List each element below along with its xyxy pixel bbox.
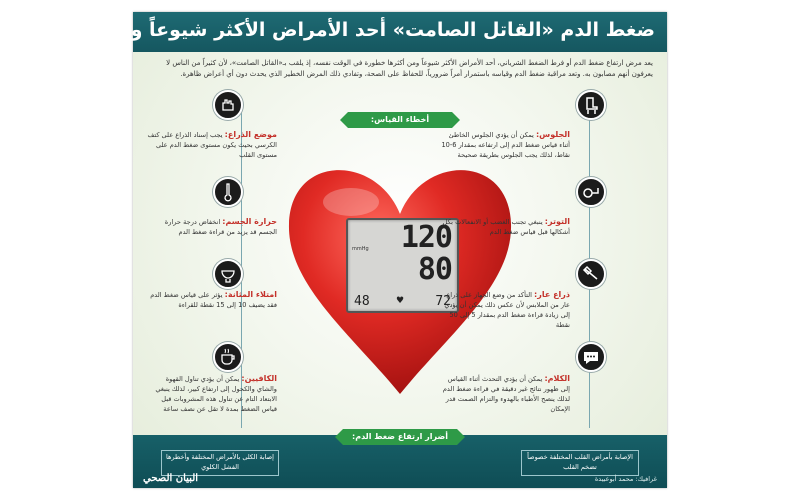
arm-cuff-icon <box>576 259 606 289</box>
tip-bare-arm-title: ذراع عار: <box>534 290 570 299</box>
small-reading-right: 72 <box>435 294 451 309</box>
unit-label: mmHg <box>352 246 369 252</box>
tip-stress <box>438 217 570 237</box>
tip-body-temperature <box>145 217 277 237</box>
systolic-reading: 120 <box>400 220 452 255</box>
tip-talking-title: الكلام: <box>544 374 570 383</box>
thermometer-icon <box>213 177 243 207</box>
tip-talking <box>438 374 570 414</box>
tip-full-bladder <box>145 290 277 310</box>
damage-section-ribbon: أضرار ارتفاع ضغط الدم: <box>343 429 457 445</box>
tip-arm-position-title: موضع الذراع: <box>224 130 277 139</box>
bladder-icon <box>213 259 243 289</box>
coffee-cup-icon <box>213 342 243 372</box>
tip-stress-text: ينبغي تجنب الغضب أو الانفعالات بكل أشكالها قبل قياس ضغط الدم <box>442 218 570 236</box>
intro-paragraph: يعد مرض ارتفاع ضغط الدم أو فرط الضغط الشرياني، أحد الأمراض الأكثر شيوعاً ومن أكثرها خطورة في الوقت نفسه، إذ يلقب بـ«القاتل الصامت»، لأن كثيراً من الناس لا يعرفون أنهم مصابون به. وتعد مراقبة ضغط الدم وقياسه باستمرار أمراً ضرورياً، للحفاظ على الصحة، وتفادي ذلك المرض الخطير الذي يحدث دون أي أعراض ظاهرة. <box>166 59 653 78</box>
tip-caffeine <box>145 374 277 414</box>
chair-icon <box>576 90 606 120</box>
damage-kidney: إصابة الكلى بالأمراض المختلفة وأخطرها الفشل الكلوي <box>161 450 279 476</box>
diastolic-reading: 80 <box>417 252 452 287</box>
tip-arm-position-text: يجب إسناد الذراع على كتف الكرسي بحيث يكون مستوى ضغط الدم على مستوى القلب <box>147 131 277 159</box>
tip-full-bladder-text: يؤثر على قياس ضغط الدم فقد يضيف 10 إلى 15 نقطة للقراءة <box>150 291 277 309</box>
damage-heart: الإصابة بأمراض القلب المختلفة خصوصاً تضخم القلب <box>521 450 639 476</box>
page-title: ضغط الدم «القاتل الصامت» أحد الأمراض الأكثر شيوعاً وخطورة <box>64 19 655 41</box>
hand-icon <box>213 90 243 120</box>
heart-symbol-icon: ♥ <box>396 296 405 306</box>
tip-sitting-title: الجلوس: <box>535 130 570 139</box>
tip-arm-position <box>145 130 277 160</box>
tip-bare-arm-text: التأكد من وضع الجهاز على ذراع عار من الملابس لأن عكس ذلك يمكن أن يؤدي إلى زيادة قراءة ضغط الدم بمقدار 5 إلى 50 نقطة <box>444 291 570 329</box>
header-bar <box>64 12 667 52</box>
tip-sitting-text: يمكن أن يؤدي الجلوس الخاطئ أثناء قياس ضغط الدم إلى ارتفاعه بمقدار 6-10 نقاط، لذلك يجب الجلوس بطريقة صحيحة <box>441 131 570 159</box>
graphic-credit: غرافيك: محمد أبوعبيدة <box>594 475 657 483</box>
tip-full-bladder-title: امتلاء المثانة: <box>224 290 277 299</box>
tip-bare-arm <box>438 290 570 330</box>
tip-sitting <box>438 130 570 160</box>
blood-pressure-cuff-icon <box>576 177 606 207</box>
small-reading-left: 48 <box>354 294 370 309</box>
speech-bubble-icon <box>576 342 606 372</box>
tip-caffeine-text: يمكن أن يؤدي تناول القهوة والشاي والكحول إلى ارتفاع كبير، لذلك ينبغي الابتعاد التام عن تناول هذه المشروبات قبل قياس الضغط بمدة لا تقل عن نصف ساعة <box>155 375 277 413</box>
tip-caffeine-title: الكافيين: <box>241 374 277 383</box>
tip-talking-text: يمكن أن يؤدي التحدث أثناء القياس إلى ظهور نتائج غير دقيقة في قراءة ضغط الدم لذلك ينصح الأطباء بالهدوء والتزام الصمت قدر الإمكان <box>442 375 570 413</box>
tip-body-temperature-text: انخفاض درجة حرارة الجسم قد يزيد من قراءة ضغط الدم <box>164 218 277 236</box>
publisher-logo: البيان الصحي <box>143 473 199 484</box>
tip-body-temperature-title: حرارة الجسم: <box>222 217 277 226</box>
footer-bar <box>133 432 667 488</box>
errors-section-ribbon: أخطاء القياس: <box>348 112 452 128</box>
tip-stress-title: التوتر: <box>544 217 570 226</box>
infographic-poster <box>64 12 667 488</box>
